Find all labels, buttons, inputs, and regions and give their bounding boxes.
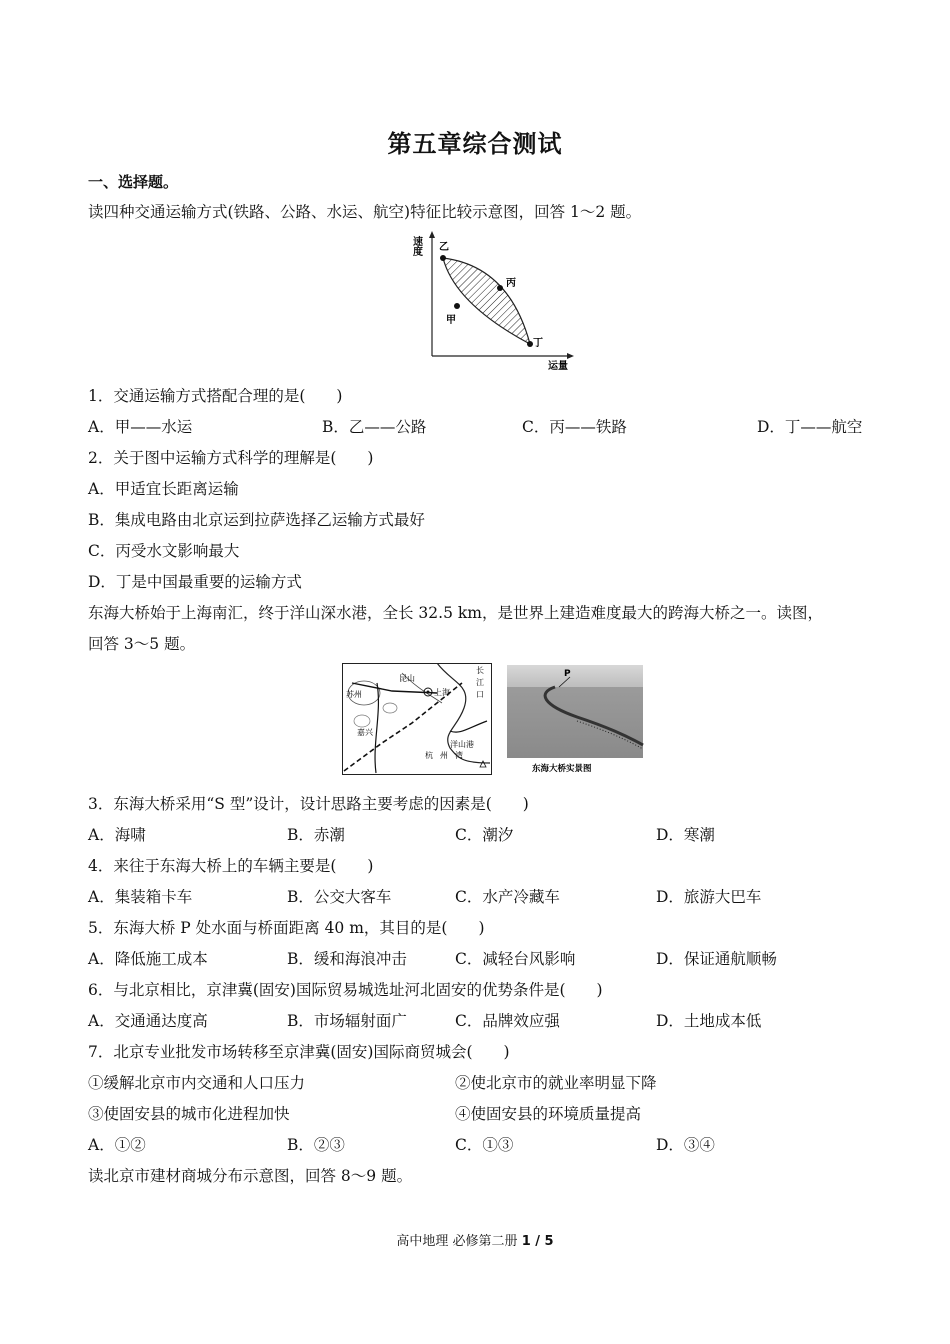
q1-option-a: A．甲——水运 xyxy=(88,418,193,436)
hatched-region xyxy=(443,258,530,344)
label-yi: 乙 xyxy=(439,242,449,253)
map-label-suzhou: 苏州 xyxy=(346,690,362,699)
map-label-yangshan: 洋山港 xyxy=(450,740,474,749)
q4-option-b: B．公交大客车 xyxy=(287,888,392,906)
point-yi xyxy=(440,255,446,261)
label-bing: 丙 xyxy=(506,278,516,289)
q6-option-b: B．市场辐射面广 xyxy=(287,1012,407,1030)
map-label-jiaxing: 嘉兴 xyxy=(357,728,373,737)
shanghai-marker-dot xyxy=(427,691,430,694)
map-label-hang: 杭 xyxy=(425,751,433,760)
intro-text-3: 读北京市建材商城分布示意图，回答 8～9 题。 xyxy=(88,1167,413,1185)
footer-text: 高中地理 必修第二册 xyxy=(396,1234,518,1249)
q6-option-a: A．交通通达度高 xyxy=(88,1012,208,1030)
photo-label-p: P xyxy=(564,669,571,679)
q7-statement-2: ②使北京市的就业率明显下降 xyxy=(455,1074,657,1092)
q7-option-a: A．①② xyxy=(88,1136,146,1154)
q7-stem: 7．北京专业批发市场转移至京津冀(固安)国际商贸城会( ) xyxy=(88,1043,510,1061)
q4-stem: 4．来往于东海大桥上的车辆主要是( ) xyxy=(88,857,374,875)
q2-option-c: C．丙受水文影响最大 xyxy=(88,542,240,560)
intro-text-2-line2: 回答 3～5 题。 xyxy=(88,635,196,653)
page-title: 第五章综合测试 xyxy=(387,130,563,158)
map-label-zhou: 州 xyxy=(440,751,448,760)
q6-option-c: C．品牌效应强 xyxy=(455,1012,560,1030)
q1-option-c: C．丙——铁路 xyxy=(522,418,627,436)
transport-comparison-figure xyxy=(405,228,580,373)
point-bing xyxy=(497,285,503,291)
map-label-shanghai: 上海 xyxy=(434,688,450,697)
q6-stem: 6．与北京相比，京津冀(固安)国际贸易城选址河北固安的优势条件是( ) xyxy=(88,981,603,999)
y-axis-label-2: 度 xyxy=(413,247,423,258)
map-label-kou: 口 xyxy=(476,690,484,699)
donghai-bridge-photo xyxy=(507,665,645,777)
map-label-chang: 长 xyxy=(476,666,484,675)
q4-option-a: A．集装箱卡车 xyxy=(88,888,193,906)
map-label-jiang: 江 xyxy=(476,678,484,687)
q3-option-c: C．潮汐 xyxy=(455,826,514,844)
q2-option-d: D．丁是中国最重要的运输方式 xyxy=(88,573,302,591)
q2-option-b: B．集成电路由北京运到拉萨选择乙运输方式最好 xyxy=(88,511,425,529)
intro-text-1: 读四种交通运输方式(铁路、公路、水运、航空)特征比较示意图，回答 1～2 题。 xyxy=(88,203,642,221)
page-number: 1 / 5 xyxy=(521,1234,554,1249)
q2-option-a: A．甲适宜长距离运输 xyxy=(88,480,239,498)
q1-option-b: B．乙——公路 xyxy=(322,418,427,436)
q7-option-c: C．①③ xyxy=(455,1136,514,1154)
q3-stem: 3．东海大桥采用“S 型”设计，设计思路主要考虑的因素是( ) xyxy=(88,795,529,813)
q5-option-c: C．减轻台风影响 xyxy=(455,950,576,968)
lake xyxy=(354,715,370,727)
q7-statement-4: ④使固安县的环境质量提高 xyxy=(455,1105,642,1123)
q7-option-d: D．③④ xyxy=(656,1136,715,1154)
photo-caption: 东海大桥实景图 xyxy=(532,764,592,774)
intro-text-2-line1: 东海大桥始于上海南汇，终于洋山深水港，全长 32.5 km，是世界上建造难度最大的跨海大桥之一。读图， xyxy=(88,604,823,622)
q3-option-b: B．赤潮 xyxy=(287,826,345,844)
y-axis-label-1: 速 xyxy=(413,237,423,248)
q7-statement-3: ③使固安县的城市化进程加快 xyxy=(88,1105,290,1123)
x-axis-arrow xyxy=(567,353,574,359)
q5-option-b: B．缓和海浪冲击 xyxy=(287,950,407,968)
q1-option-d: D．丁——航空 xyxy=(757,418,863,436)
q3-option-d: D．寒潮 xyxy=(656,826,715,844)
q7-option-b: B．②③ xyxy=(287,1136,345,1154)
section-heading: 一、选择题。 xyxy=(88,173,179,191)
q7-statement-1: ①缓解北京市内交通和人口压力 xyxy=(88,1074,306,1092)
x-axis-label: 运量 xyxy=(548,361,568,372)
label-ding: 丁 xyxy=(533,338,543,349)
q6-option-d: D．土地成本低 xyxy=(656,1012,762,1030)
point-jia xyxy=(454,303,460,309)
q5-stem: 5．东海大桥 P 处水面与桥面距离 40 m，其目的是( ) xyxy=(88,919,485,937)
q4-option-d: D．旅游大巴车 xyxy=(656,888,762,906)
donghai-bridge-map xyxy=(342,663,492,775)
label-jia: 甲 xyxy=(446,315,456,326)
map-label-kunshan: 昆山 xyxy=(399,674,415,683)
q4-option-c: C．水产冷藏车 xyxy=(455,888,560,906)
map-label-wan: 湾 xyxy=(455,751,463,760)
q5-option-d: D．保证通航顺畅 xyxy=(656,950,777,968)
q2-stem: 2．关于图中运输方式科学的理解是( ) xyxy=(88,449,374,467)
page-footer xyxy=(0,1230,950,1249)
lake xyxy=(383,703,397,713)
y-axis-arrow xyxy=(429,231,435,238)
q3-option-a: A．海啸 xyxy=(88,826,146,844)
q1-stem: 1．交通运输方式搭配合理的是( ) xyxy=(88,387,343,405)
q5-option-a: A．降低施工成本 xyxy=(88,950,208,968)
